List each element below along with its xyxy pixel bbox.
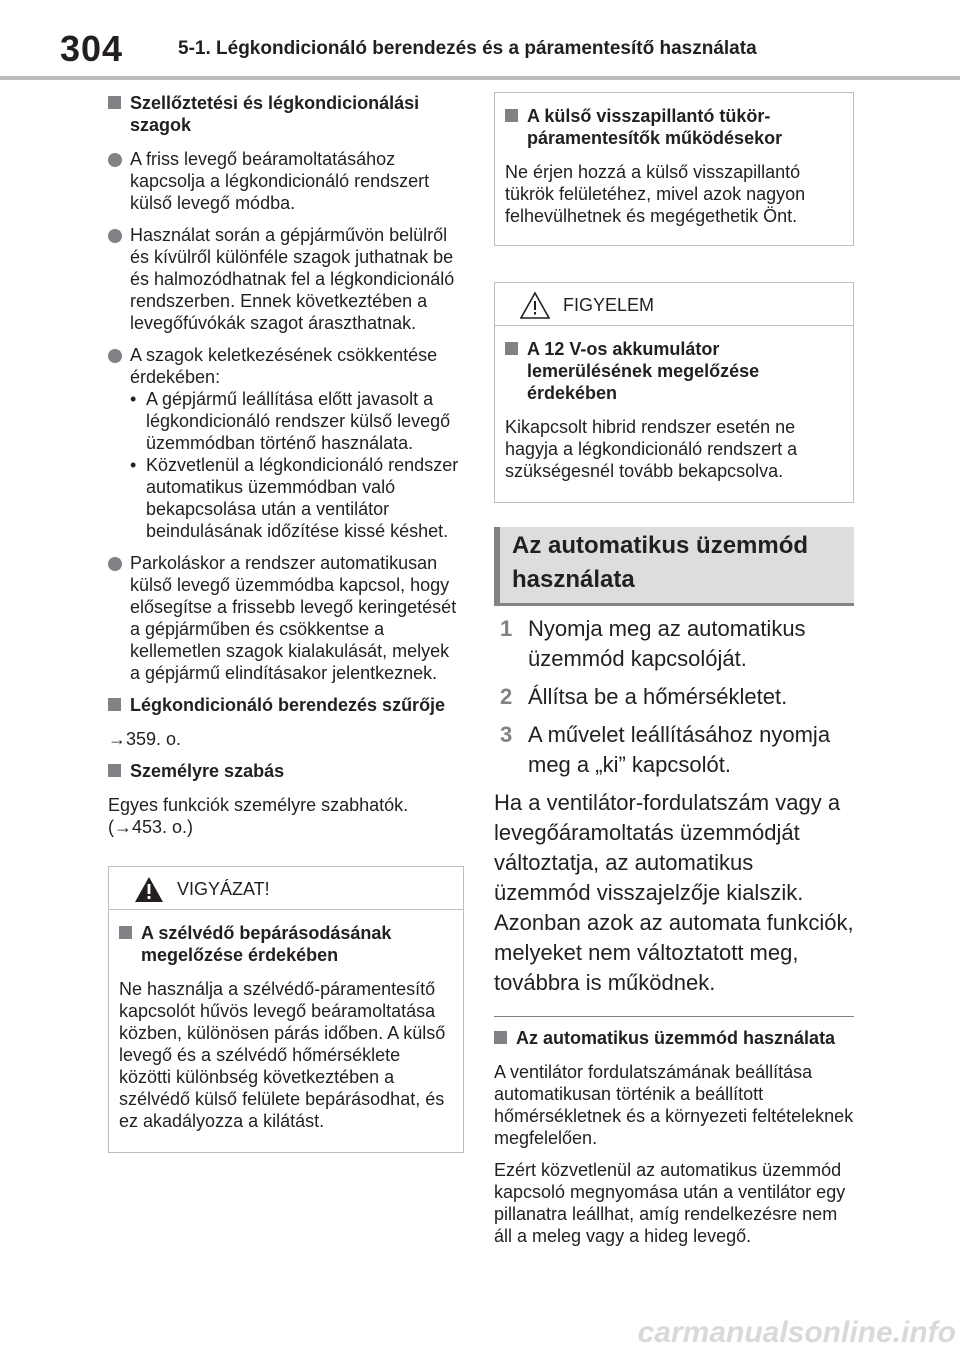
circle-bullet-icon — [108, 229, 122, 243]
notice-box-title: FIGYELEM — [563, 295, 655, 315]
warning-box — [108, 866, 464, 1153]
warning-text: Ne használja a szélvédő-páramentesítő kapcsolót hűvös levegő beáramoltatása közben, különösen párás időben. A külső levegő és a szélvédő hőmérséklete közötti különbség következtében a szélvédő külső felülete bepárásodhat, és ez akadályozza a kilátást. — [119, 979, 446, 1131]
step-item: 2 Állítsa be a hőmérsékletet. — [494, 682, 854, 712]
watermark-text: carmanualsonline.info — [637, 1316, 956, 1349]
warning-triangle-icon — [121, 875, 177, 905]
mirror-subheading: A külső visszapillantó tükör-páramentesítők működésekor — [505, 105, 843, 149]
circle-bullet-icon — [108, 557, 122, 571]
bullet-item: Használat során a gépjárművön belülről és kívülről különféle szagok juthatnak be és halmozódhatnak fel a légkondicionáló rendszerben. Ennek következtében a levegőfúvókák szagot áraszthatnak. — [108, 224, 464, 334]
notice-triangle-icon — [507, 291, 563, 321]
step-number: 1 — [500, 616, 513, 641]
warning-box-body — [109, 910, 463, 1152]
section-heading-filter: Légkondicionáló berendezés szűrője — [108, 694, 464, 716]
left-column — [108, 92, 464, 1177]
auto-mode-paragraph: Ha a ventilátor-fordulatszám vagy a levegőáramoltatás üzemmódját változtatja, az automatikus üzemmód visszajelzője kialszik. Azonban azok az automata funkciók, melyeket nem változtatott meg, továbbra is működnek. — [494, 790, 854, 995]
square-bullet-icon — [108, 698, 121, 711]
warning-box-header — [109, 867, 463, 910]
notice-box-header — [495, 283, 853, 326]
mirror-text: Ne érjen hozzá a külső visszapillantó tükrök felületéhez, mivel azok nagyon felhevülhetnek és megégethetik Önt. — [505, 162, 806, 226]
square-bullet-icon — [505, 342, 518, 355]
square-bullet-icon — [119, 926, 132, 939]
page-header — [0, 0, 960, 80]
square-bullet-icon — [108, 96, 121, 109]
mirror-box-body — [495, 93, 853, 245]
square-bullet-icon — [494, 1031, 507, 1044]
step-number: 2 — [500, 684, 513, 709]
circle-bullet-icon — [108, 153, 122, 167]
auto-use-text-2: Ezért közvetlenül az automatikus üzemmód kapcsoló megnyomása után a ventilátor egy pillanatra leállhat, amíg rendelkezésre nem áll a meleg vagy a hideg levegő. — [494, 1160, 846, 1246]
page-number: 304 — [60, 28, 124, 69]
notice-subheading: A 12 V-os akkumulátor lemerülésének megelőzése érdekében — [505, 338, 843, 404]
warning-subheading: A szélvédő bepárásodásának megelőzése érdekében — [119, 922, 453, 966]
square-bullet-icon — [108, 764, 121, 777]
section-heading-customization: Személyre szabás — [108, 760, 464, 782]
circle-bullet-icon — [108, 349, 122, 363]
bullet-item: A friss levegő beáramoltatásához kapcsolja a légkondicionáló rendszert külső levegő módba. — [108, 148, 464, 214]
page-reference-link[interactable]: →359. o. — [108, 729, 182, 749]
section-heading-odors: Szellőztetési és légkondicionálási szagok — [108, 92, 464, 136]
header-divider — [0, 76, 960, 80]
step-item: 3 A művelet leállításához nyomja meg a „ki” kapcsolót. — [500, 722, 831, 777]
notice-box-body — [495, 326, 853, 502]
step-item: 1 Nyomja meg az automatikus üzemmód kapcsolóját. — [500, 616, 806, 671]
sub-list — [130, 388, 464, 542]
notice-box — [494, 282, 854, 503]
customization-text: Egyes funkciók személyre szabhatók. (→453. o.) — [108, 795, 409, 837]
chapter-title: 5-1. Légkondicionáló berendezés és a páramentesítő használata — [178, 38, 757, 59]
section-divider — [494, 1016, 854, 1017]
sub-list-item: • Közvetlenül a légkondicionáló rendszer automatikus üzemmódban való bekapcsolása után a ventilátor beindulásának időzítése kissé késhet. — [130, 455, 459, 541]
sub-list-item: • A gépjármű leállítása előtt javasolt a légkondicionáló rendszer külső levegő üzemmódban történő használata. — [130, 389, 451, 453]
auto-use-text-1: A ventilátor fordulatszámának beállítása automatikusan történik a beállított hőmérsékletnek és a környezeti feltételeknek megfelelően. — [494, 1062, 854, 1148]
right-column — [494, 92, 854, 1257]
bullet-item: A szagok keletkezésének csökkentése érdekében: • A gépjármű leállítása előtt javasolt a légkondicionáló rendszer külső levegő üzemmódban történő használata. • Közvetlenül a légkondicionáló rendszer automatikus üzemmódban való bekapcsolása után a ventilátor beindulásának időzítése kissé késhet. — [108, 344, 464, 542]
notice-text: Kikapcsolt hibrid rendszer esetén ne hagyja a légkondicionáló rendszert a szükségesnél tovább bekapcsolva. — [505, 417, 798, 481]
bullet-item: Parkoláskor a rendszer automatikusan külső levegő üzemmódba kapcsol, hogy elősegítse a frissebb levegő keringetését a gépjárműben és csökkentse a kellemetlen szagok kialakulását, melyek a gépjármű elindításakor jelentkeznek. — [108, 552, 464, 684]
section-title-auto-mode: Az automatikus üzemmód használata — [494, 527, 854, 606]
mirror-warning-box — [494, 92, 854, 246]
step-number: 3 — [500, 722, 513, 747]
square-bullet-icon — [505, 109, 518, 122]
warning-box-title: VIGYÁZAT! — [177, 879, 270, 899]
section-heading-auto-use: Az automatikus üzemmód használata — [494, 1027, 854, 1049]
watermark — [0, 1310, 960, 1352]
